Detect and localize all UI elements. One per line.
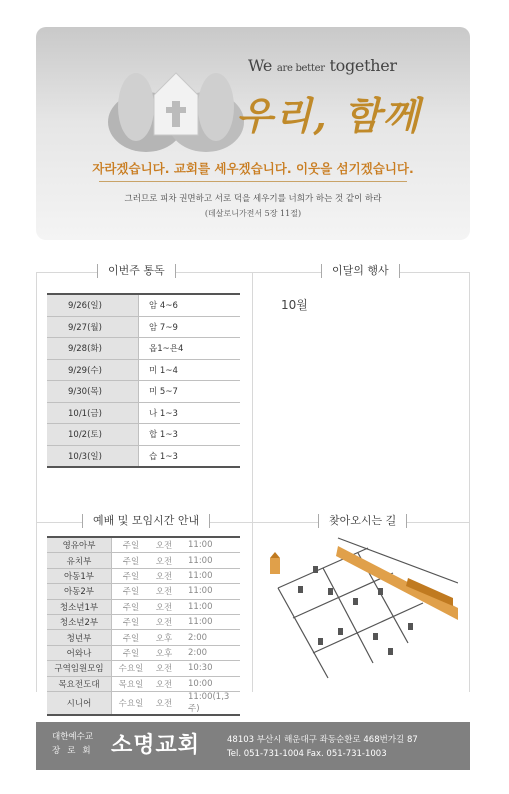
table-row: 시니어 수요일 오전 11:00(1,3주) [47, 691, 240, 715]
events-section-title: 이달의 행사 [321, 264, 400, 278]
hands-house-icon [106, 47, 246, 167]
divider [469, 272, 470, 692]
table-row: 영유아부 주일 오전 11:00 [47, 537, 240, 553]
divider [36, 272, 37, 692]
table-row: 유치부 주일 오전 11:00 [47, 553, 240, 568]
table-row: 아동1부 주일 오전 11:00 [47, 568, 240, 583]
services-table [47, 536, 240, 716]
table-row: 9/26(일) 암 4~6 [47, 294, 240, 316]
table-row: 9/30(목) 미 5~7 [47, 381, 240, 403]
table-row: 아동2부 주일 오전 11:00 [47, 584, 240, 599]
denomination-label: 대한예수교 [52, 732, 94, 742]
table-row: 목요전도대 목요일 오전 10:00 [47, 676, 240, 691]
directions-map [258, 528, 458, 683]
table-row: 청소년1부 주일 오전 11:00 [47, 599, 240, 614]
denomination-sub-label: 장로회 [52, 746, 98, 756]
motto-divider [99, 181, 407, 182]
services-section-title: 예배 및 모임시간 안내 [82, 514, 210, 528]
table-row: 10/1(금) 나 1~3 [47, 402, 240, 424]
table-row: 9/29(수) 미 1~4 [47, 359, 240, 381]
church-marker-icon [270, 558, 280, 574]
bible-verse: 그러므로 피차 권면하고 서로 덕을 세우기를 너희가 하는 것 같이 하라 [124, 194, 382, 204]
divider [252, 272, 253, 692]
table-row: 청소년2부 주일 오전 11:00 [47, 614, 240, 629]
church-name: 소명교회 [111, 733, 201, 758]
bible-verse-reference: (데살로니가전서 5장 11절) [204, 209, 302, 218]
table-row: 9/27(월) 암 7~9 [47, 316, 240, 338]
table-row: 10/3(일) 습 1~3 [47, 445, 240, 467]
tagline: We are better together [248, 56, 397, 75]
table-row: 10/2(토) 합 1~3 [47, 424, 240, 446]
church-address: 48103 부산시 해운대구 좌동순환로 468번가길 87 [227, 735, 418, 745]
table-row: 9/28(화) 옵1~욘4 [47, 338, 240, 360]
footer-bar [36, 722, 470, 770]
table-row: 구역임원모임 수요일 오전 10:30 [47, 661, 240, 676]
directions-section-title: 찾아오시는 길 [318, 514, 407, 528]
calligraphy-title: 우리, 함께 [236, 93, 422, 138]
table-row: 청년부 주일 오후 2:00 [47, 630, 240, 645]
reading-table [47, 293, 240, 468]
church-contact: Tel. 051-731-1004 Fax. 051-731-1003 [227, 749, 387, 759]
header-banner [36, 27, 470, 240]
reading-section-title: 이번주 통독 [97, 264, 176, 278]
event-month: 10월 [281, 298, 308, 312]
table-row: 어와나 주일 오후 2:00 [47, 645, 240, 660]
church-motto: 자라겠습니다. 교회를 세우겠습니다. 이웃을 섬기겠습니다. [92, 161, 414, 176]
